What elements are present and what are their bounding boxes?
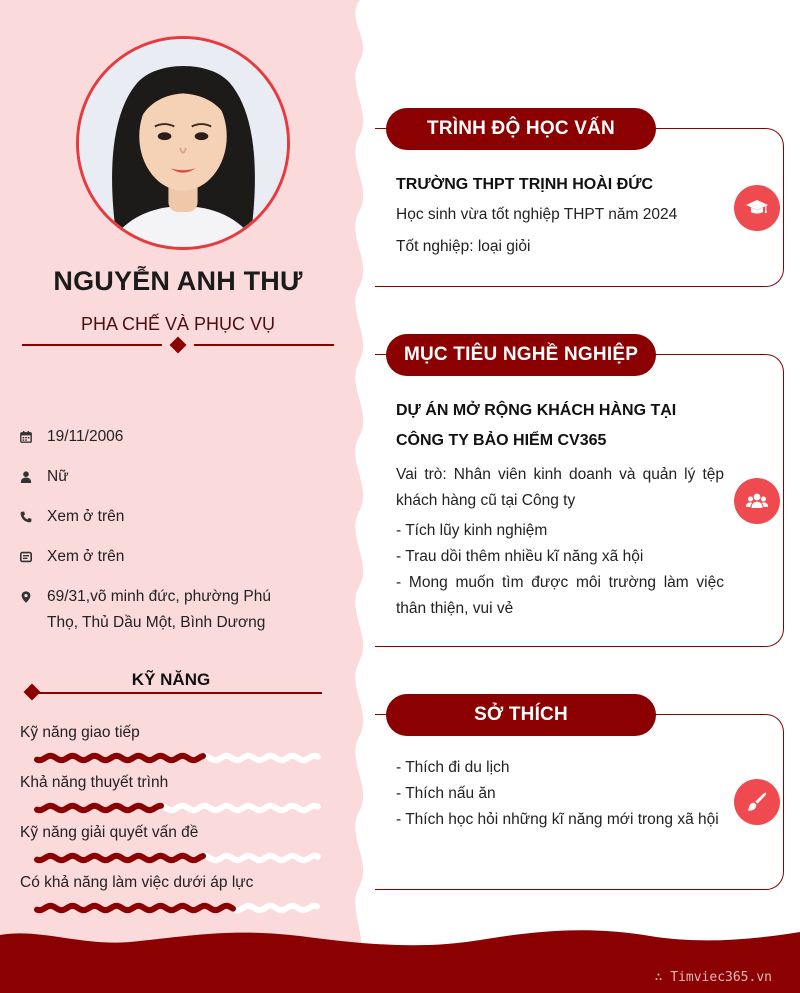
skill-bar-fill (37, 756, 203, 760)
skill-bar-remainder (204, 756, 318, 760)
skill-bar-fill (37, 906, 233, 910)
skill-item (20, 724, 330, 764)
hobbies-content (396, 755, 724, 833)
group-icon (734, 478, 780, 524)
info-phone (20, 504, 320, 530)
objective-bullet: - Trau dồi thêm nhiều kĩ năng xã hội (396, 548, 644, 565)
profile-photo (76, 36, 290, 250)
objective-bullet: - Tích lũy kinh nghiệm (396, 522, 548, 539)
info-birthdate (20, 424, 320, 450)
skill-bar-fill (37, 806, 161, 810)
objective-title: MỤC TIÊU NGHỀ NGHIỆP (386, 334, 656, 376)
hobbies-title: SỞ THÍCH (386, 694, 656, 736)
info-address (20, 584, 320, 636)
address-text: 69/31,võ minh đức, phường Phú Thọ, Thủ Dầu Một, Bình Dương (47, 588, 271, 631)
skill-bar-remainder (204, 856, 318, 860)
skill-bar-remainder (233, 906, 317, 910)
phone-text: Xem ở trên (47, 508, 125, 525)
email-text: Xem ở trên (47, 548, 125, 565)
email-icon (20, 544, 47, 563)
skill-item (20, 824, 330, 864)
hobby-item: - Thích đi du lịch (396, 759, 510, 776)
education-title: TRÌNH ĐỘ HỌC VẤN (386, 108, 656, 150)
hobby-item: - Thích nấu ăn (396, 785, 496, 802)
skill-label: Kỹ năng giao tiếp (20, 724, 140, 741)
school-name: TRƯỜNG THPT TRỊNH HOÀI ĐỨC (396, 176, 654, 193)
skill-label: Khả năng thuyết trình (20, 774, 169, 791)
skills-heading (20, 668, 322, 698)
skill-label: Có khả năng làm việc dưới áp lực (20, 874, 254, 891)
info-email (20, 544, 320, 570)
skill-progress-bar (34, 852, 324, 864)
education-line: Học sinh vừa tốt nghiệp THPT năm 2024 (396, 206, 678, 223)
skill-progress-bar (34, 902, 324, 914)
skill-bar-fill (37, 856, 203, 860)
info-gender (20, 464, 320, 490)
birthdate-text: 19/11/2006 (47, 428, 124, 445)
objective-bullet: - Mong muốn tìm được môi trường làm việc thân thiện, vui vẻ (396, 574, 724, 617)
candidate-name: NGUYỄN ANH THƯ (53, 266, 303, 296)
objective-content (396, 396, 724, 622)
footer-brand: ∴ Timviec365.vn (654, 970, 772, 985)
title-divider (22, 337, 334, 353)
location-icon (20, 584, 47, 603)
phone-icon (20, 504, 47, 523)
person-icon (20, 464, 47, 483)
paintbrush-icon (734, 779, 780, 825)
skill-label: Kỹ năng giải quyết vấn đề (20, 824, 199, 841)
gender-text: Nữ (47, 468, 69, 485)
hobby-item: - Thích học hỏi những kĩ năng mới trong xã hội (396, 811, 719, 828)
skills-title: KỸ NĂNG (131, 670, 211, 689)
calendar-icon (20, 424, 47, 443)
objective-heading: DỰ ÁN MỞ RỘNG KHÁCH HÀNG TẠI CÔNG TY BẢO HIỂM CV365 (396, 402, 677, 449)
graduation-cap-icon (734, 185, 780, 231)
skill-item (20, 874, 330, 914)
skill-bar-remainder (162, 806, 318, 810)
education-line: Tốt nghiệp: loại giỏi (396, 238, 531, 255)
skill-item (20, 774, 330, 814)
education-content (396, 170, 724, 260)
objective-role: Vai trò: Nhân viên kinh doanh và quản lý tệp khách hàng cũ tại Công ty (396, 466, 724, 509)
skill-progress-bar (34, 752, 324, 764)
skill-progress-bar (34, 802, 324, 814)
job-title: PHA CHẾ VÀ PHỤC VỤ (80, 314, 276, 334)
